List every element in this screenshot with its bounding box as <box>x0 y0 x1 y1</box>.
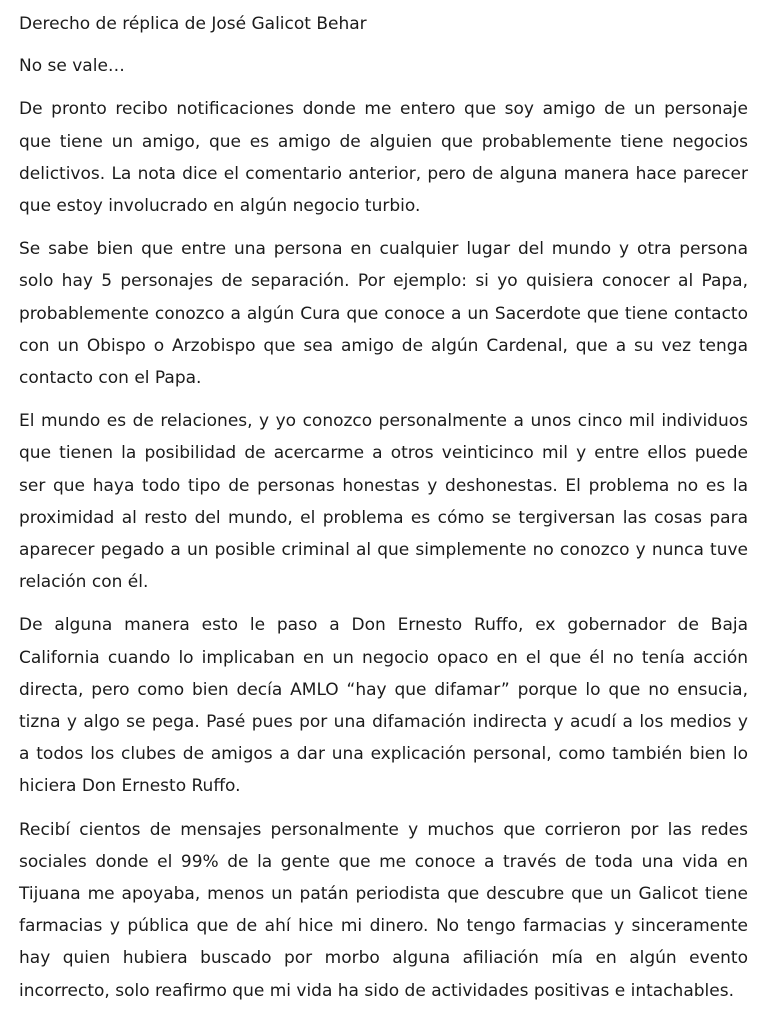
paragraph-4 <box>19 609 748 802</box>
paragraph-line: hiciera Don Ernesto Ruffo. <box>19 776 241 797</box>
paragraph-line: delictivos. La nota dice el comentario anterior, pero de alguna manera hace parecer <box>19 163 748 184</box>
paragraph-line: con un Obispo o Arzobispo que sea amigo de algún Cardenal, que a su vez tenga <box>19 335 748 356</box>
paragraph-line: ser que haya todo tipo de personas honestas y deshonestas. El problema no es la <box>19 475 748 496</box>
paragraph-line: que estoy involucrado en algún negocio turbio. <box>19 196 421 217</box>
paragraph-line: aparecer pegado a un posible criminal al que simplemente no conozco y nunca tuve <box>19 540 748 561</box>
paragraph-line: tizna y algo se pega. Pasé pues por una difamación indirecta y acudí a los medios y <box>19 712 748 733</box>
paragraph-line: contacto con el Papa. <box>19 368 202 389</box>
paragraph-line: que tienen la posibilidad de acercarme a otros veinticinco mil y entre ellos puede <box>19 443 748 464</box>
paragraph-line: probablemente conozco a algún Cura que conoce a un Sacerdote que tiene contacto <box>19 303 748 324</box>
document-body <box>19 8 748 1018</box>
paragraph-line: De alguna manera esto le paso a Don Ernesto Ruffo, ex gobernador de Baja <box>19 615 748 636</box>
paragraph-line: relación con él. <box>19 572 149 593</box>
document-subtitle: No se vale… <box>19 56 125 77</box>
paragraph-line: proximidad al resto del mundo, el problema es cómo se tergiversan las cosas para <box>19 507 748 528</box>
paragraph-line: a todos los clubes de amigos a dar una explicación personal, como también bien lo <box>19 744 748 765</box>
document-title: Derecho de réplica de José Galicot Behar <box>19 14 367 34</box>
paragraph-line: solo hay 5 personajes de separación. Por ejemplo: si yo quisiera conocer al Papa, <box>19 271 748 292</box>
paragraph-line: sociales donde el 99% de la gente que me conoce a través de toda una vida en <box>19 851 748 872</box>
paragraph-line: El mundo es de relaciones, y yo conozco personalmente a unos cinco mil individuos <box>19 411 748 432</box>
paragraph-line: hay quien hubiera buscado por morbo alguna afiliación mía en algún evento <box>19 948 748 969</box>
paragraph-3 <box>19 405 748 598</box>
paragraph-line: que tiene un amigo, que es amigo de alguien que probablemente tiene negocios <box>19 131 748 152</box>
paragraph-1 <box>19 93 748 222</box>
paragraph-line: California cuando lo implicaban en un negocio opaco en el que él no tenía acción <box>19 647 748 668</box>
paragraph-line: Se sabe bien que entre una persona en cualquier lugar del mundo y otra persona <box>19 239 748 260</box>
paragraph-line: Recibí cientos de mensajes personalmente y muchos que corrieron por las redes <box>19 819 748 840</box>
paragraph-line: farmacias y pública que de ahí hice mi dinero. No tengo farmacias y sinceramente <box>19 916 748 937</box>
paragraph-line: directa, pero como bien decía AMLO “hay que difamar” porque lo que no ensucia, <box>19 679 748 700</box>
paragraph-line: incorrecto, solo reafirmo que mi vida ha sido de actividades positivas e intachables. <box>19 980 734 1001</box>
paragraph-5 <box>19 814 748 1007</box>
paragraph-line: Tijuana me apoyaba, menos un patán periodista que descubre que un Galicot tiene <box>19 884 748 905</box>
paragraph-line: De pronto recibo notificaciones donde me entero que soy amigo de un personaje <box>19 99 748 120</box>
paragraph-2 <box>19 233 748 394</box>
